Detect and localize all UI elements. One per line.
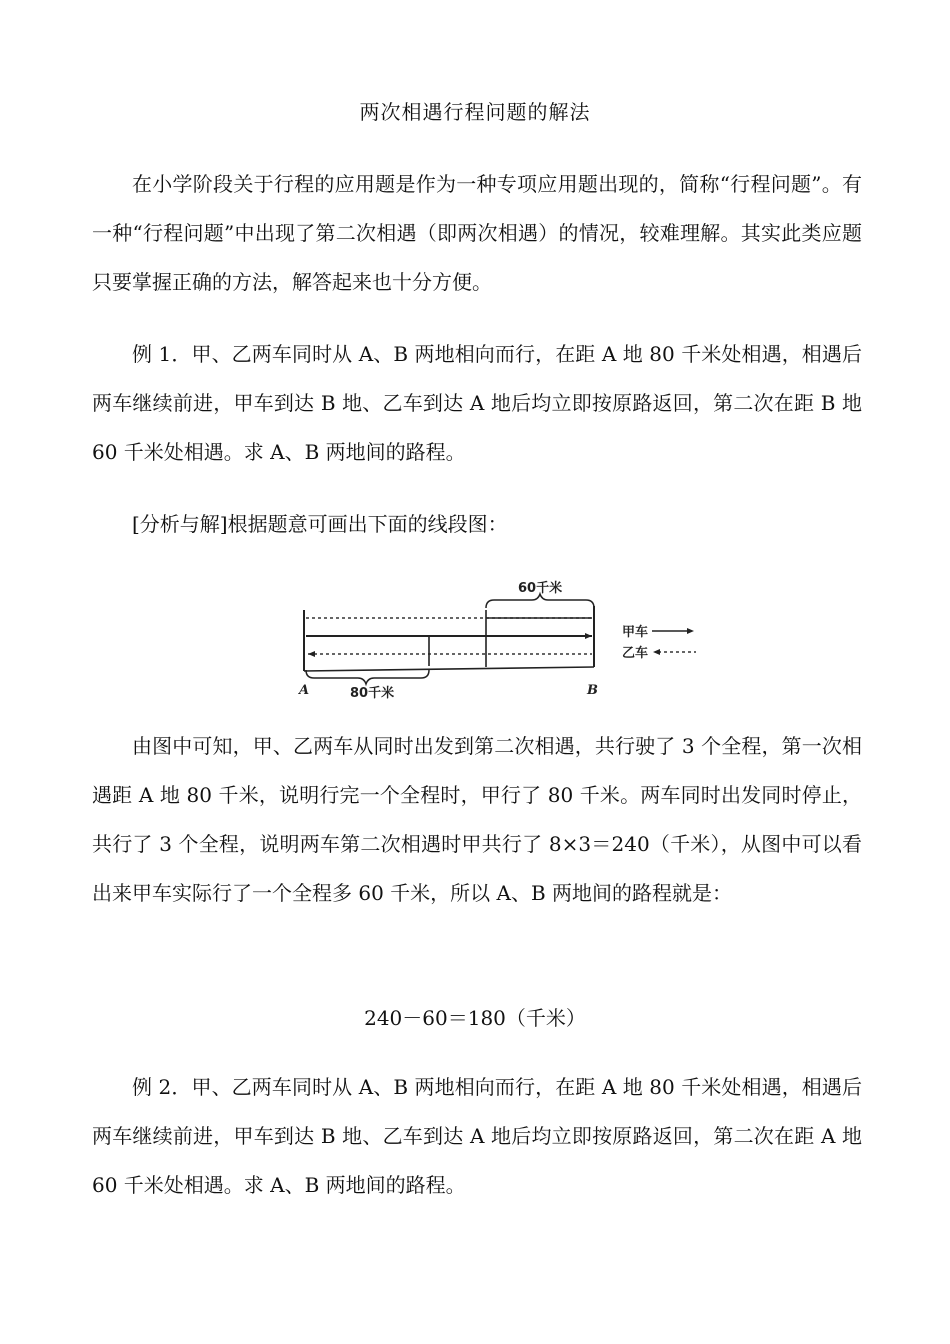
brace-80km	[306, 670, 429, 684]
analysis-paragraph: [分析与解]根据题意可画出下面的线段图：	[132, 512, 508, 536]
point-b-label: B	[587, 683, 598, 698]
legend-jia-label: 甲车	[622, 625, 649, 640]
line-segment-diagram	[296, 570, 716, 710]
formula-line: 240－60＝180（千米）	[364, 1006, 586, 1030]
intro-paragraph: 在小学阶段关于行程的应用题是作为一种专项应用题出现的，简称“行程问题”。有一种“行程问题”中出现了第二次相遇（即两次相遇）的情况，较难理解。其实此类应题只要掌握正确的方法，解答起来也十分方便。	[92, 172, 862, 294]
diagram-svg	[296, 570, 716, 710]
legend-yi-label: 乙车	[622, 646, 649, 661]
point-a-label: A	[299, 683, 310, 698]
legend-yi-arrow	[653, 649, 660, 655]
example-2-paragraph: 例 2．甲、乙两车同时从 A、B 两地相向而行，在距 A 地 80 千米处相遇，相遇后两车继续前进，甲车到达 B 地、乙车到达 A 地后均立即按原路返回，第二次在距 A 地 60 千米处相遇。求 A、B 两地间的路程。	[92, 1075, 862, 1197]
explanation-paragraph: 由图中可知，甲、乙两车从同时出发到第二次相遇，共行驶了 3 个全程，第一次相遇距 A 地 80 千米，说明行完一个全程时，甲行了 80 千米。两车同时出发同时停止，共行了 3 个全程，说明两车第二次相遇时甲共行了 8×3＝240（千米），从图中可以看出来甲车实际行了一个全程多 60 千米，所以 A、B 两地间的路程就是：	[92, 734, 862, 905]
document-title: 两次相遇行程问题的解法	[359, 100, 591, 124]
jia-arrow-head	[585, 633, 592, 639]
baseline	[304, 667, 594, 671]
brace-60km	[486, 594, 594, 608]
example-1-paragraph: 例 1．甲、乙两车同时从 A、B 两地相向而行，在距 A 地 80 千米处相遇，相遇后两车继续前进，甲车到达 B 地、乙车到达 A 地后均立即按原路返回，第二次在距 B 地 60 千米处相遇。求 A、B 两地间的路程。	[92, 342, 862, 464]
label-60km: 60千米	[518, 581, 563, 596]
legend-jia-arrow	[687, 628, 694, 634]
label-80km: 80千米	[350, 686, 395, 701]
yi-arrow-head	[308, 651, 315, 657]
